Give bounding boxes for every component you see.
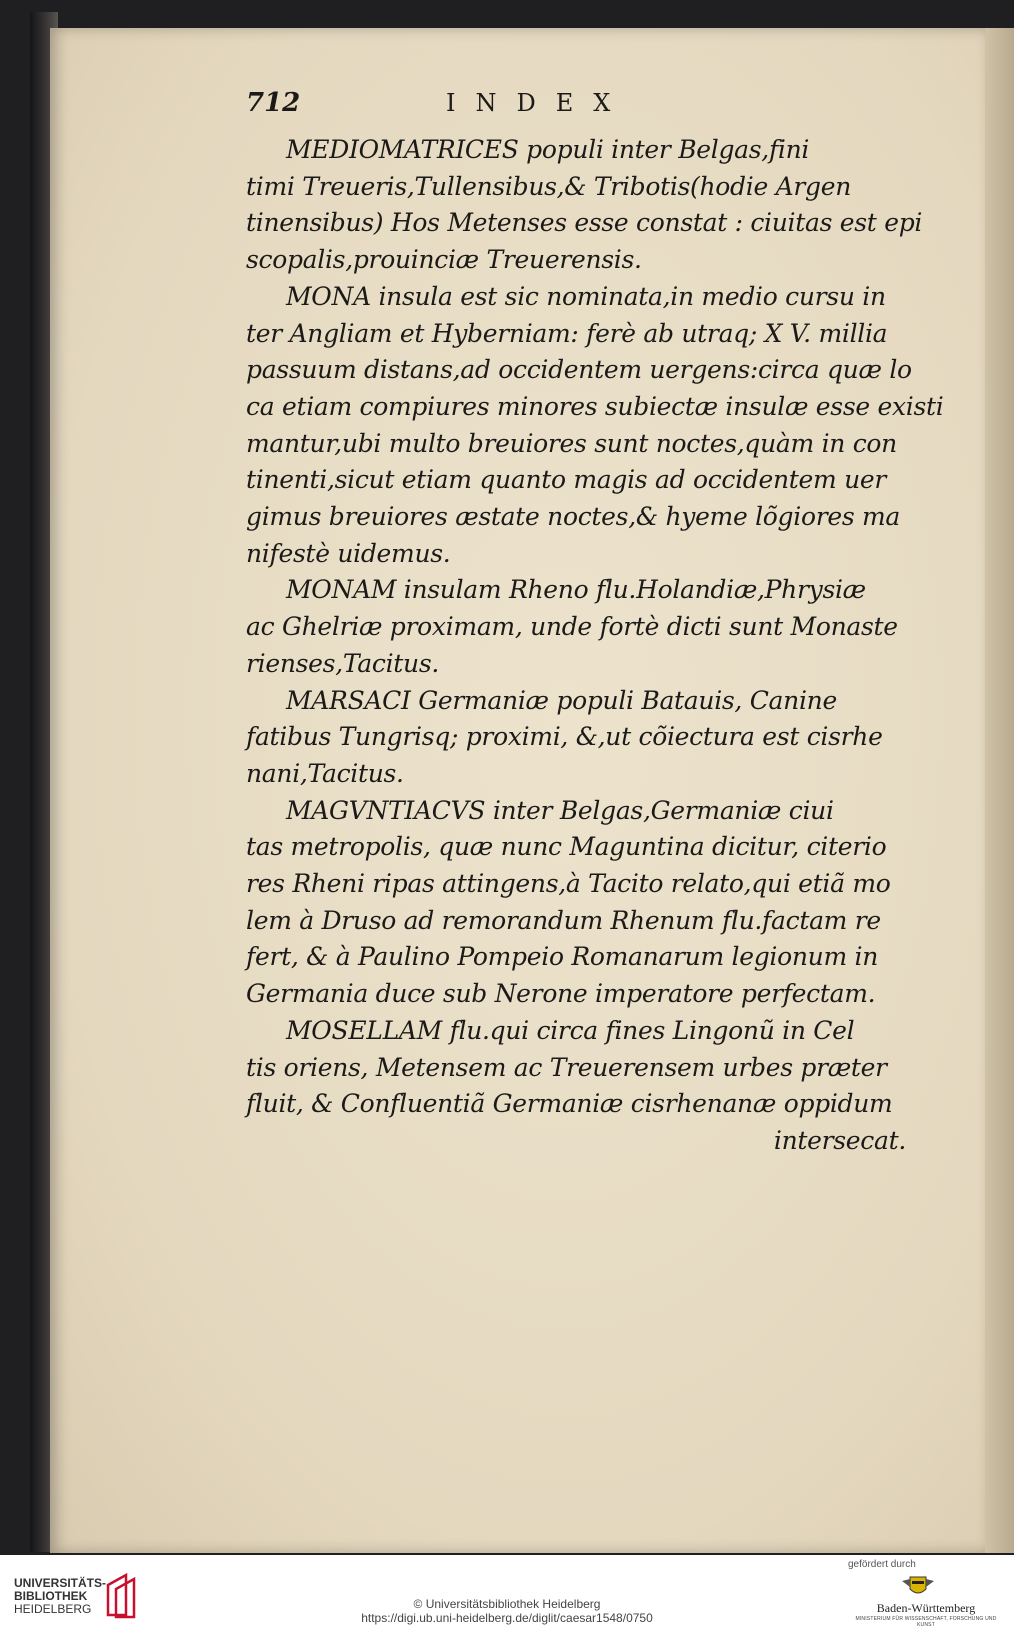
text-line: tis oriens, Metensem ac Treuerensem urbes præter: [246, 1052, 887, 1082]
text-line: tas metropolis, quæ nunc Maguntina dicitur, citerio: [246, 832, 887, 862]
library-name-line: UNIVERSITÄTS-: [14, 1576, 107, 1590]
text-line: tinensibus) Hos Metenses esse constat : ciuitas est epi: [246, 208, 923, 238]
running-head: INDEX: [446, 89, 631, 117]
text-line: fatibus Tungrisq; proximi, &,ut cõiectura est cisrhe: [246, 722, 883, 752]
text-line: scopalis,prouinciæ Treuerensis.: [246, 245, 642, 275]
text-line: fluit, & Confluentiã Germaniæ cisrhenanæ oppidum: [246, 1089, 893, 1119]
sponsor-subtitle: MINISTERIUM FÜR WISSENSCHAFT, FORSCHUNG UND KUNST: [855, 1616, 997, 1628]
text-line: nifestè uidemus.: [246, 538, 451, 568]
state-coat-of-arms-icon: [898, 1575, 938, 1599]
text-line: ac Ghelriæ proximam, unde fortè dicti sunt Monaste: [246, 612, 898, 642]
page-header: [246, 88, 906, 132]
text-line: nani,Tacitus.: [246, 758, 404, 788]
text-line: MONA insula est sic nominata,in medio cursu in: [286, 281, 886, 311]
next-page-edge: [985, 28, 1014, 1553]
permalink-url[interactable]: https://digi.ub.uni-heidelberg.de/diglit/caesar1548/0750: [361, 1611, 653, 1625]
page-content: [246, 88, 944, 1160]
text-line: MAGVNTIACVS inter Belgas,Germaniæ ciui: [286, 795, 834, 825]
text-line: rienses,Tacitus.: [246, 648, 440, 678]
index-entry-marsaci: [246, 683, 906, 793]
text-line: gimus breuiores æstate noctes,& hyeme lõgiores ma: [246, 502, 901, 532]
text-line: tinenti,sicut etiam quanto magis ad occidentem uer: [246, 465, 887, 495]
sponsor-name: Baden-Württemberg: [876, 1601, 976, 1615]
library-name-line: BIBLIOTHEK: [14, 1589, 88, 1603]
text-line: lem à Druso ad remorandum Rhenum flu.factam re: [246, 905, 881, 935]
text-line: MONAM insulam Rheno flu.Holandiæ,Phrysiæ: [286, 575, 866, 605]
viewer-footer: [0, 1555, 1014, 1629]
text-line: Germania duce sub Nerone imperatore perfectam.: [246, 979, 876, 1009]
text-line: mantur,ubi multo breuiores sunt noctes,quàm in con: [246, 428, 897, 458]
catchword: intersecat.: [773, 1125, 906, 1155]
index-entry-maguntiacus: [246, 793, 906, 1013]
index-entry-mona: [246, 279, 944, 573]
text-line: ca etiam compiures minores subiectæ insulæ esse existi: [246, 391, 944, 421]
index-entry-mediomatrices: [246, 132, 923, 279]
library-name-line: HEIDELBERG: [14, 1602, 92, 1616]
text-line: passuum distans,ad occidentem uergens:circa quæ lo: [246, 355, 912, 385]
text-line: MOSELLAM flu.qui circa fines Lingonũ in Cel: [286, 1015, 855, 1045]
text-line: timi Treueris,Tullensibus,& Tribotis(hodie Argen: [246, 171, 851, 201]
text-line: fert, & à Paulino Pompeio Romanarum legionum in: [246, 942, 879, 972]
index-entry-mosellam: [246, 1013, 906, 1160]
copyright-text: © Universitätsbibliothek Heidelberg: [413, 1597, 601, 1611]
page-number: 712: [246, 88, 301, 118]
text-line: MEDIOMATRICES populi inter Belgas,fini: [286, 135, 810, 164]
text-line: res Rheni ripas attingens,à Tacito relato,qui etiã mo: [246, 869, 891, 899]
text-line: MARSACI Germaniæ populi Batauis, Canine: [286, 685, 837, 715]
text-line: ter Angliam et Hyberniam: ferè ab utraq; X V. millia: [246, 318, 888, 348]
index-entry-monam: [246, 572, 906, 682]
sponsor-label: gefördert durch: [848, 1559, 916, 1570]
